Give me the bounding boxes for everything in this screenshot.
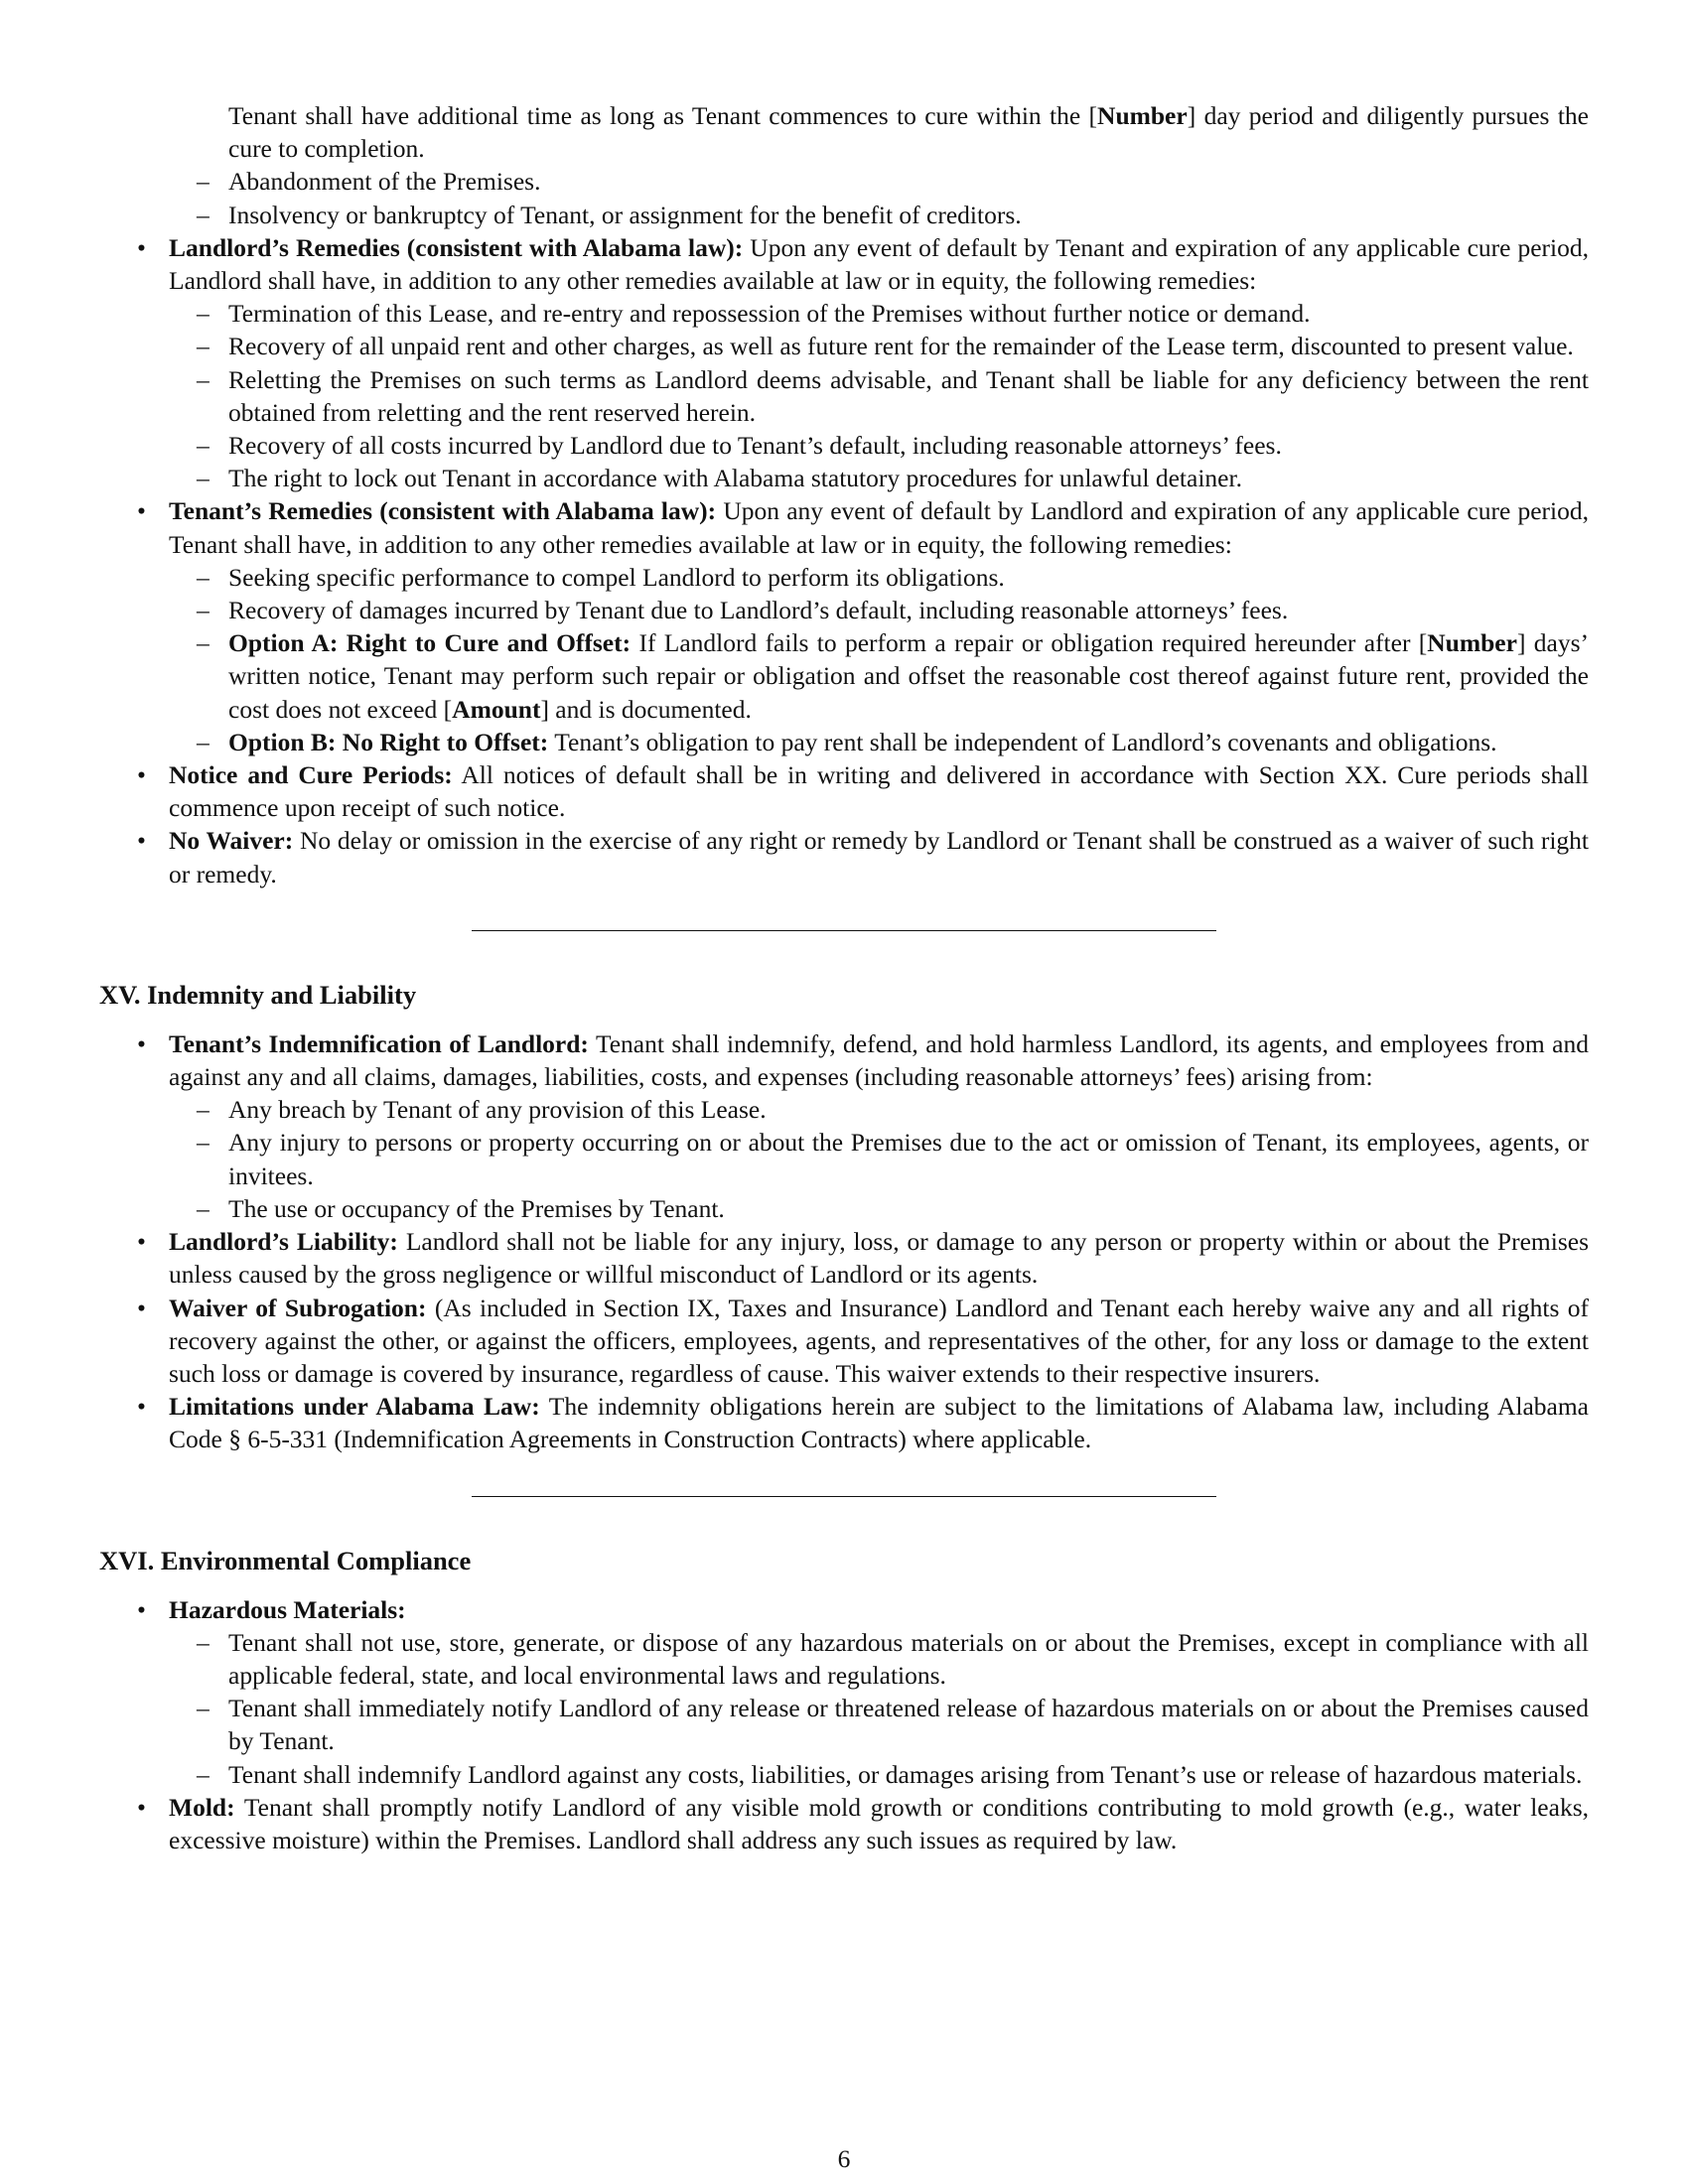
no-waiver-text: No delay or omission in the exercise of any right or remedy by Landlord or Tenant shall be construed as a waiver of such right or remedy. — [169, 826, 1589, 888]
list-item: – Termination of this Lease, and re-entry and repossession of the Premises without further notice or demand. — [99, 297, 1589, 330]
text: ] and is documented. — [540, 694, 752, 724]
list-item: – Reletting the Premises on such terms as Landlord deems advisable, and Tenant shall be liable for any deficiency between the rent obtained from reletting and the rent reserved herein. — [99, 363, 1589, 429]
mold-label: Mold: — [169, 1792, 235, 1822]
placeholder-number: Number — [1427, 628, 1517, 658]
notice-cure-label: Notice and Cure Periods: — [169, 760, 453, 790]
option-b-label: Option B: No Right to Offset: — [228, 727, 549, 756]
placeholder-amount: Amount — [452, 694, 541, 724]
waiver-subrogation-label: Waiver of Subrogation: — [169, 1293, 427, 1322]
mold-text: Tenant shall promptly notify Landlord of any visible mold growth or conditions contributing to mold growth (e.g., water leaks, excessive moisture) within the Premises. Landlord shall address any such issues as required by law. — [169, 1792, 1589, 1854]
indemnity-list — [99, 1027, 1589, 1456]
hazardous-materials-label: Hazardous Materials: — [169, 1594, 406, 1624]
section-title-xv: XV. Indemnity and Liability — [99, 979, 417, 1010]
default-events-list — [99, 165, 1589, 230]
list-item: – The right to lock out Tenant in accordance with Alabama statutory procedures for unlawful detainer. — [99, 462, 1589, 494]
list-item: – Any breach by Tenant of any provision of this Lease. — [99, 1093, 1589, 1126]
mold — [99, 1791, 1589, 1856]
limitations-label: Limitations under Alabama Law: — [169, 1392, 540, 1422]
landlord-remedies — [99, 231, 1589, 297]
list-item: – Insolvency or bankruptcy of Tenant, or assignment for the benefit of creditors. — [99, 199, 1589, 231]
landlord-remedies-text: Upon any event of default by Tenant and expiration of any applicable cure period, Landlord shall have, in addition to any other remedies available at law or in equity, the following remedies: — [169, 232, 1590, 296]
list-item: – Recovery of damages incurred by Tenant due to Landlord’s default, including reasonable attorneys’ fees. — [99, 594, 1589, 626]
cure-continuation — [99, 99, 1589, 165]
tenant-indemnification-text: Tenant shall indemnify, defend, and hold harmless Landlord, its agents, and employees from and against any and all claims, damages, liabilities, costs, and expenses (including reasonable attorneys’ fees) arising from: — [169, 1028, 1589, 1092]
waiver-of-subrogation — [99, 1292, 1589, 1391]
text: ] day period and diligently pursues the cure to completion. — [228, 101, 1589, 164]
placeholder-number: Number — [1097, 101, 1188, 130]
list-item: – Tenant shall immediately notify Landlord of any release or threatened release of hazardous materials on or about the Premises caused by Tenant. — [99, 1692, 1589, 1757]
notice-cure-text: All notices of default shall be in writing and delivered in accordance with Section XX. Cure periods shall commence upon receipt of such notice. — [169, 760, 1589, 823]
list-item: – The use or occupancy of the Premises by Tenant. — [99, 1192, 1589, 1225]
list-item: – Any injury to persons or property occurring on or about the Premises due to the act or omission of Tenant, its employees, agents, or invitees. — [99, 1126, 1589, 1191]
section-divider — [472, 1496, 1216, 1497]
no-waiver-label: No Waiver: — [169, 826, 294, 856]
no-waiver — [99, 824, 1589, 889]
page-number: 6 — [837, 2144, 851, 2173]
text: ] days’ written notice, Tenant may perform such repair or obligation and offset the reasonable cost thereof against future rent, provided the cost does not exceed [ — [228, 628, 1589, 724]
remedies-list — [99, 231, 1589, 890]
landlord-remedies-label: Landlord’s Remedies (consistent with Alabama law): — [169, 232, 744, 262]
tenant-indemnification — [99, 1027, 1589, 1093]
hazardous-materials — [99, 1593, 1589, 1626]
list-item: – Recovery of all unpaid rent and other charges, as well as future rent for the remainder of the Lease term, discounted to present value. — [99, 330, 1589, 362]
text: If Landlord fails to perform a repair or obligation required hereunder after [ — [638, 628, 1428, 658]
tenant-indemnification-label: Tenant’s Indemnification of Landlord: — [169, 1028, 589, 1058]
tenant-remedies-label: Tenant’s Remedies (consistent with Alabama law): — [169, 496, 717, 526]
waiver-subrogation-text: (As included in Section IX, Taxes and Insurance) Landlord and Tenant each hereby waive any and all rights of recovery against the other, or against the officers, employees, agents, and representatives of the other, for any loss or damage to the extent such loss or damage is covered by insurance, regardless of cause. This waiver extends to their respective insurers. — [169, 1293, 1590, 1388]
tenant-remedies-text: Upon any event of default by Landlord and expiration of any applicable cure period, Tenant shall have, in addition to any other remedies available at law or in equity, the following remedies: — [169, 496, 1589, 559]
environmental-list — [99, 1593, 1589, 1857]
option-b-text: Tenant’s obligation to pay rent shall be independent of Landlord’s covenants and obligations. — [554, 727, 1497, 756]
option-a-label: Option A: Right to Cure and Offset: — [228, 628, 632, 658]
list-item: – Seeking specific performance to compel Landlord to perform its obligations. — [99, 561, 1589, 594]
landlord-liability — [99, 1225, 1589, 1291]
text: Tenant shall have additional time as long as Tenant commences to cure within the [ — [228, 101, 1098, 130]
list-item: – Tenant shall not use, store, generate, or dispose of any hazardous materials on or about the Premises, except in compliance with all applicable federal, state, and local environmental laws and regulations. — [99, 1626, 1589, 1692]
alabama-limitations — [99, 1390, 1589, 1455]
limitations-text: The indemnity obligations herein are subject to the limitations of Alabama law, including Alabama Code § 6-5-331 (Indemnification Agreements in Construction Contracts) where applicable. — [169, 1392, 1589, 1454]
notice-cure-periods — [99, 758, 1589, 824]
list-item: – Abandonment of the Premises. — [99, 165, 1589, 198]
list-item: – Recovery of all costs incurred by Landlord due to Tenant’s default, including reasonable attorneys’ fees. — [99, 429, 1589, 462]
section-title-xvi: XVI. Environmental Compliance — [99, 1545, 472, 1575]
section-divider — [472, 930, 1216, 931]
option-a — [99, 626, 1589, 726]
document-page — [99, 99, 1589, 1856]
option-b — [99, 726, 1589, 758]
tenant-remedies — [99, 494, 1589, 560]
landlord-liability-label: Landlord’s Liability: — [169, 1227, 398, 1257]
landlord-liability-text: Landlord shall not be liable for any injury, loss, or damage to any person or property within or about the Premises unless caused by the gross negligence or willful misconduct of Landlord or its agents. — [169, 1227, 1589, 1290]
list-item: – Tenant shall indemnify Landlord against any costs, liabilities, or damages arising from Tenant’s use or release of hazardous materials. — [99, 1758, 1589, 1791]
